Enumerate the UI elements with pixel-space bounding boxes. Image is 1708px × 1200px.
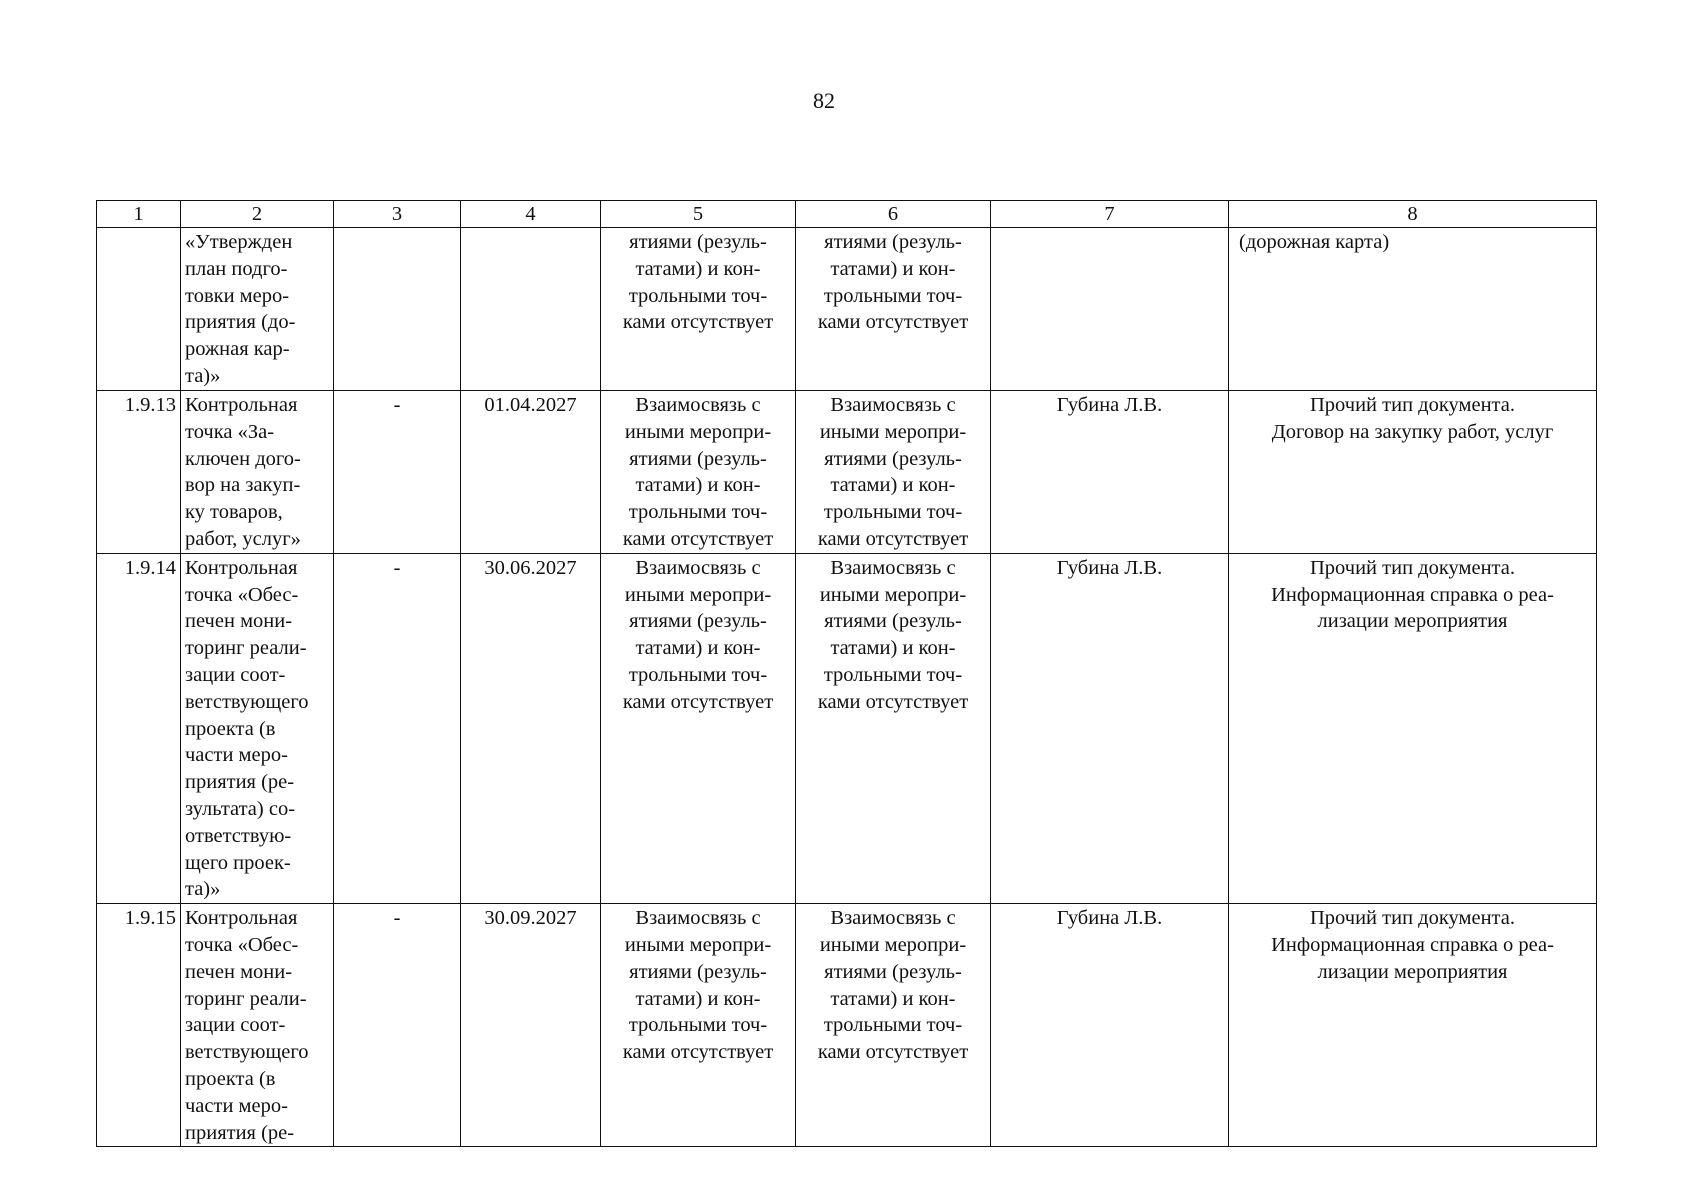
cell-line: ветствующего — [185, 690, 309, 713]
cell-line: ятиями (резуль- — [824, 610, 962, 633]
cell-line: ятиями (резуль- — [629, 447, 767, 470]
header-col-7: 7 — [991, 201, 1229, 228]
cell-line: приятия (ре- — [185, 1121, 295, 1144]
cell-relation — [601, 228, 796, 391]
cell-line: ками отсутствует — [817, 311, 969, 334]
cell-title — [181, 904, 334, 1147]
cell-line: печен мони- — [185, 610, 293, 633]
cell-line: ключен дого- — [185, 447, 301, 470]
cell-line: Контрольная — [185, 556, 298, 579]
cell-line: татами) и кон- — [830, 257, 956, 280]
cell-line: торинг реали- — [185, 637, 307, 660]
cell-line: иными меропри- — [624, 420, 772, 443]
cell-line: Контрольная — [185, 907, 298, 930]
cell-relation-2 — [796, 904, 991, 1147]
cell-line: Прочий тип документа. — [1310, 907, 1515, 930]
cell-relation-2 — [796, 228, 991, 391]
cell-line: Взаимосвязь с — [830, 907, 956, 930]
cell-responsible — [991, 228, 1229, 391]
cell-line: Контрольная — [185, 394, 298, 416]
cell-relation-2 — [796, 391, 991, 554]
cell-line: трольными точ- — [823, 1014, 963, 1037]
cell-line: «Утвержден — [185, 231, 293, 253]
header-col-1: 1 — [97, 201, 181, 228]
cell-line: трольными точ- — [823, 501, 963, 524]
table-row — [97, 904, 1597, 1147]
cell-line: Прочий тип документа. — [1310, 556, 1515, 579]
cell-line: татами) и кон- — [830, 987, 956, 1010]
cell-col3: - — [334, 391, 461, 554]
cell-date: 30.09.2027 — [461, 904, 601, 1147]
table-row — [97, 553, 1597, 903]
cell-line: ками отсутствует — [622, 311, 774, 334]
cell-line: лизации мероприятия — [1317, 610, 1508, 633]
cell-line: татами) и кон- — [830, 474, 956, 497]
header-col-4: 4 — [461, 201, 601, 228]
cell-line: печен мони- — [185, 960, 293, 983]
cell-line: Информационная справка о реа- — [1271, 933, 1554, 956]
cell-line: Взаимосвязь с — [635, 907, 761, 930]
cell-responsible: Губина Л.В. — [991, 553, 1229, 903]
cell-line: Взаимосвязь с — [635, 556, 761, 579]
cell-line: зации соот- — [185, 1014, 286, 1037]
cell-line: иными меропри- — [819, 420, 967, 443]
cell-date — [461, 228, 601, 391]
cell-line: Взаимосвязь с — [635, 394, 761, 416]
cell-document — [1229, 904, 1597, 1147]
cell-line: Взаимосвязь с — [830, 394, 956, 416]
cell-line: вор на закуп- — [185, 474, 301, 497]
cell-line: Договор на закупку работ, услуг — [1271, 420, 1554, 443]
header-col-8: 8 — [1229, 201, 1597, 228]
cell-line: ками отсутствует — [622, 690, 774, 713]
cell-line: товки меро- — [185, 284, 290, 307]
page-number: 82 — [813, 88, 835, 113]
cell-line: трольными точ- — [628, 501, 768, 524]
cell-line: трольными точ- — [628, 1014, 768, 1037]
cell-line: татами) и кон- — [635, 257, 761, 280]
cell-relation — [601, 553, 796, 903]
cell-responsible: Губина Л.В. — [991, 391, 1229, 554]
cell-date: 01.04.2027 — [461, 391, 601, 554]
cell-num: 1.9.14 — [97, 553, 181, 903]
cell-line: иными меропри- — [624, 933, 772, 956]
header-col-2: 2 — [181, 201, 334, 228]
cell-line: ятиями (резуль- — [629, 231, 767, 253]
cell-line: ятиями (резуль- — [824, 447, 962, 470]
cell-line: ку товаров, — [185, 501, 283, 524]
cell-line: трольными точ- — [628, 663, 768, 686]
cell-title — [181, 228, 334, 391]
schedule-table — [96, 200, 1597, 1147]
cell-line: приятия (ре- — [185, 771, 295, 794]
cell-line: иными меропри- — [819, 933, 967, 956]
cell-date: 30.06.2027 — [461, 553, 601, 903]
cell-line: Информационная справка о реа- — [1271, 583, 1554, 606]
cell-line: иными меропри- — [819, 583, 967, 606]
cell-line: ятиями (резуль- — [629, 960, 767, 983]
cell-line: ятиями (резуль- — [824, 960, 962, 983]
cell-line: та)» — [185, 878, 221, 901]
cell-col3: - — [334, 904, 461, 1147]
cell-col3: - — [334, 553, 461, 903]
cell-title — [181, 553, 334, 903]
cell-line: трольными точ- — [823, 284, 963, 307]
cell-line: татами) и кон- — [635, 987, 761, 1010]
cell-line: работ, услуг» — [185, 527, 301, 550]
cell-line: приятия (до- — [185, 311, 296, 334]
cell-line: ками отсутствует — [622, 527, 774, 550]
cell-line: зации соот- — [185, 663, 286, 686]
cell-title — [181, 391, 334, 554]
cell-num: 1.9.13 — [97, 391, 181, 554]
header-col-5: 5 — [601, 201, 796, 228]
header-row — [97, 201, 1597, 228]
cell-line: ками отсутствует — [622, 1041, 774, 1064]
cell-line: ответствую- — [185, 824, 292, 847]
cell-col3 — [334, 228, 461, 391]
cell-line: рожная кар- — [185, 338, 290, 361]
cell-line: точка «Обес- — [185, 933, 299, 956]
cell-line: точка «Обес- — [185, 583, 299, 606]
cell-line: трольными точ- — [628, 284, 768, 307]
cell-line: Прочий тип документа. — [1310, 394, 1515, 416]
cell-line: проекта (в — [185, 1067, 276, 1090]
cell-num: 1.9.15 — [97, 904, 181, 1147]
cell-line: план подго- — [185, 257, 288, 280]
cell-line: (дорожная карта) — [1239, 231, 1390, 253]
cell-document — [1229, 391, 1597, 554]
cell-responsible: Губина Л.В. — [991, 904, 1229, 1147]
cell-line: ками отсутствует — [817, 1041, 969, 1064]
cell-relation-2 — [796, 553, 991, 903]
cell-line: проекта (в — [185, 717, 276, 740]
cell-line: татами) и кон- — [830, 637, 956, 660]
cell-line: ками отсутствует — [817, 527, 969, 550]
cell-line: ками отсутствует — [817, 690, 969, 713]
header-col-6: 6 — [796, 201, 991, 228]
cell-line: трольными точ- — [823, 663, 963, 686]
cell-line: ятиями (резуль- — [824, 231, 962, 253]
cell-line: татами) и кон- — [635, 474, 761, 497]
table-row — [97, 391, 1597, 554]
cell-document — [1229, 228, 1597, 391]
cell-line: Взаимосвязь с — [830, 556, 956, 579]
cell-line: та)» — [185, 364, 221, 387]
cell-line: лизации мероприятия — [1317, 960, 1508, 983]
table-row-continuation — [97, 228, 1597, 391]
cell-line: точка «За- — [185, 420, 275, 443]
cell-line: части меро- — [185, 744, 288, 767]
cell-line: зультата) со- — [185, 797, 296, 820]
cell-num — [97, 228, 181, 391]
cell-document — [1229, 553, 1597, 903]
cell-relation — [601, 391, 796, 554]
cell-line: ветствующего — [185, 1041, 309, 1064]
cell-relation — [601, 904, 796, 1147]
cell-line: щего проек- — [185, 851, 291, 874]
header-col-3: 3 — [334, 201, 461, 228]
cell-line: части меро- — [185, 1094, 288, 1117]
cell-line: ятиями (резуль- — [629, 610, 767, 633]
cell-line: татами) и кон- — [635, 637, 761, 660]
cell-line: иными меропри- — [624, 583, 772, 606]
cell-line: торинг реали- — [185, 987, 307, 1010]
